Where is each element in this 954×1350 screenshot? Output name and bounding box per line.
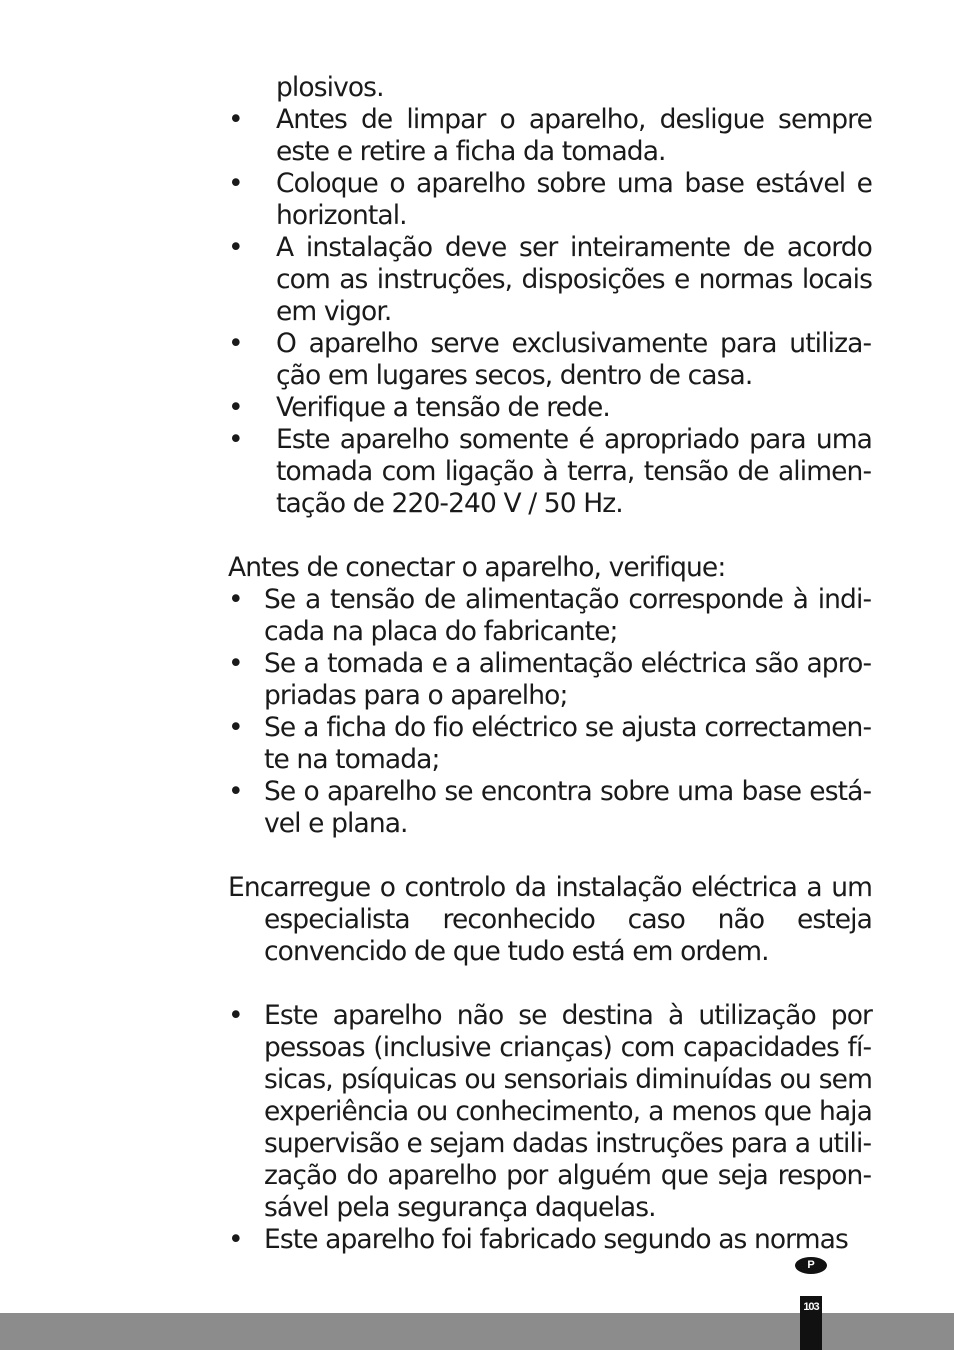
- list-item-text: Este aparelho foi fabricado segundo as normas: [264, 1224, 848, 1255]
- list-item: [228, 1224, 872, 1256]
- bullet-icon: •: [228, 584, 243, 615]
- bullet-icon: •: [228, 648, 243, 679]
- list-item-text: Coloque o aparelho sobre uma base estável e horizontal.: [276, 168, 872, 231]
- bullet-icon: •: [228, 232, 243, 263]
- page-number: 103: [800, 1296, 822, 1350]
- list-item: [228, 232, 872, 328]
- list-item: [228, 648, 872, 712]
- paragraph-gap: [228, 968, 872, 1000]
- list-item-text: A instalação deve ser inteiramente de acordo com as instruções, disposições e normas locais em vigor.: [276, 232, 872, 327]
- bullet-icon: •: [228, 776, 243, 807]
- paragraph-gap: [228, 840, 872, 872]
- list-item: [228, 1000, 872, 1224]
- advice-paragraph: Encarregue o controlo da instalação eléctrica a um especialista reconhecido caso não esteja convencido de que tudo está em ordem.: [228, 872, 872, 967]
- list-item: [228, 712, 872, 776]
- list-item-text: Este aparelho somente é apropriado para uma tomada com ligação à terra, tensão de alimentação de 220-240 V / 50 Hz.: [276, 424, 872, 519]
- list-item: [228, 776, 872, 840]
- bullet-icon: •: [228, 168, 243, 199]
- list-item: [228, 424, 872, 520]
- bullet-icon: •: [228, 104, 243, 135]
- list-item-text: Se a tomada e a alimentação eléctrica são apropriadas para o aparelho;: [264, 648, 872, 711]
- list-item-text: Verifique a tensão de rede.: [276, 392, 610, 423]
- list-item: [228, 328, 872, 392]
- page-body: [228, 72, 872, 1256]
- list-item-text: Se a ficha do fio eléctrico se ajusta correctamente na tomada;: [264, 712, 872, 775]
- list-item: [228, 168, 872, 232]
- bullet-icon: •: [228, 1000, 243, 1031]
- language-badge: P: [795, 1257, 827, 1274]
- list-item-text: O aparelho serve exclusivamente para utilização em lugares secos, dentro de casa.: [276, 328, 872, 391]
- bullet-icon: •: [228, 328, 243, 359]
- list-item-text: Se a tensão de alimentação corresponde à indicada na placa do fabricante;: [264, 584, 872, 647]
- list-item-text: Antes de limpar o aparelho, desligue sempre este e retire a ficha da tomada.: [276, 104, 872, 167]
- list-item: [228, 104, 872, 168]
- list-item: [228, 392, 872, 424]
- continued-text: plosivos.: [276, 72, 384, 103]
- list-item-text: Este aparelho não se destina à utilização por pessoas (inclusive crianças) com capacidades físicas, psíquicas ou sensoriais diminuídas ou sem experiência ou conhecimento, a menos que haja supervisão e sejam dadas instruções para a utilização do aparelho por alguém que seja responsável pela segurança daquelas.: [264, 1000, 872, 1223]
- bullet-icon: •: [228, 1224, 243, 1255]
- list-item-text: Se o aparelho se encontra sobre uma base estável e plana.: [264, 776, 872, 839]
- list-item: [228, 584, 872, 648]
- paragraph-gap: [228, 520, 872, 552]
- bullet-icon: •: [228, 712, 243, 743]
- bullet-icon: •: [228, 424, 243, 455]
- check-intro: Antes de conectar o aparelho, verifique:: [228, 552, 726, 583]
- bullet-icon: •: [228, 392, 243, 423]
